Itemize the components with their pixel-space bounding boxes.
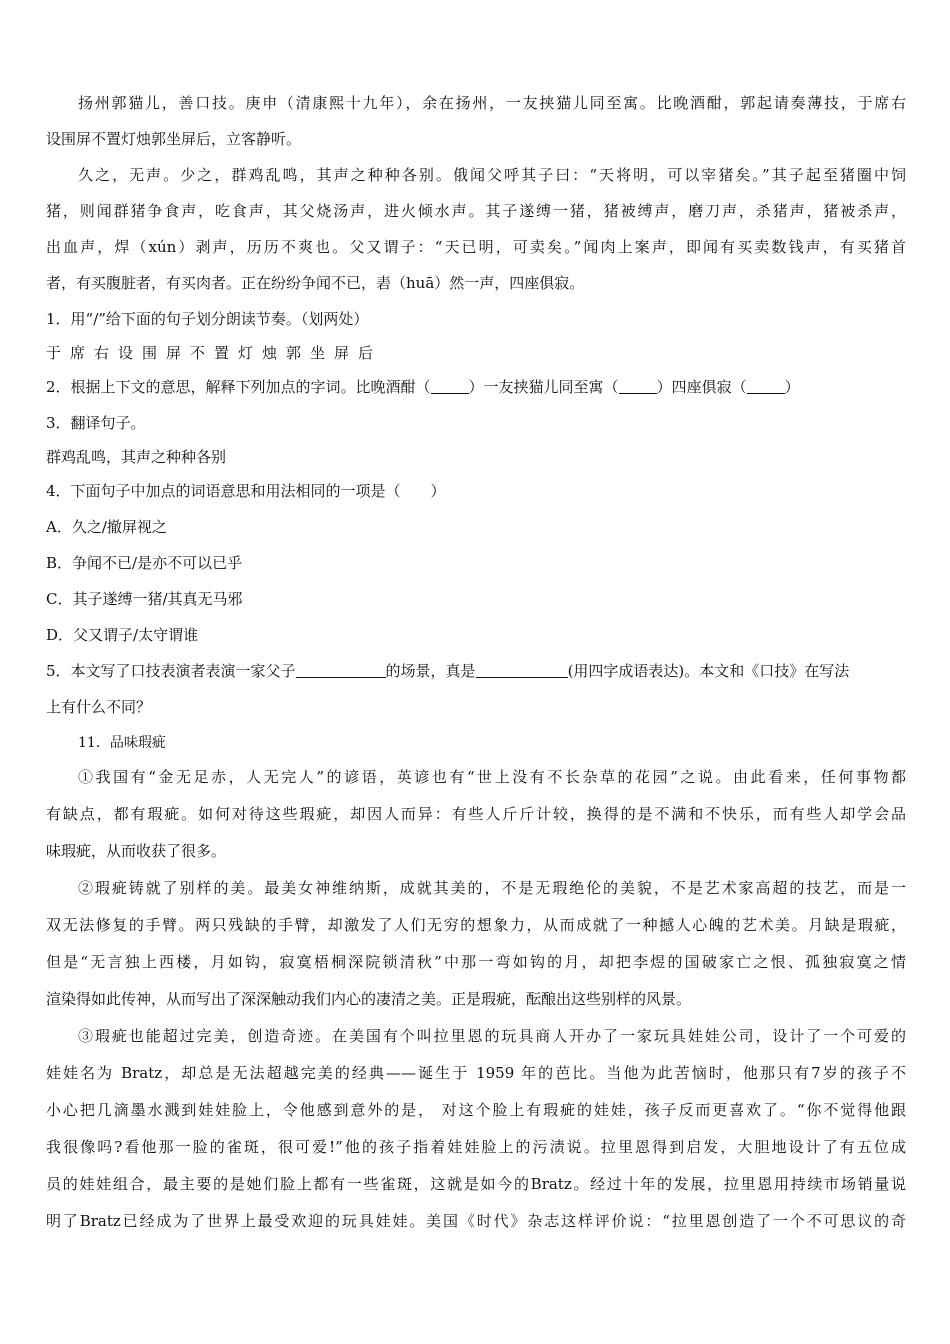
question-5-text: 的场景，真是 — [385, 662, 476, 680]
passage2-line: 味瑕疵，从而收获了很多。 — [46, 842, 227, 860]
question-1: 1．用“/”给下面的句子划分朗读节奏。（划两处） — [46, 310, 369, 328]
passage2-line: ②瑕疵铸就了别样的美。最美女神维纳斯，成就其美的，不是无瑕绝伦的美貌，不是艺术家高超的技艺，而是一 — [78, 879, 906, 897]
answer-blank[interactable] — [476, 661, 568, 678]
passage2-line: 双无法修复的手臂。两只残缺的手臂，却激发了人们无穷的想象力，从而成就了一种撼人心魄的艺术美。月缺是瑕疵， — [46, 916, 906, 934]
answer-blank[interactable] — [619, 377, 657, 394]
question-2 — [46, 376, 800, 398]
question-5-text: 5．本文写了口技表演者表演一家父子 — [46, 662, 296, 680]
question-1-sentence: 于席右设围屏不置灯烛郭坐屏后 — [46, 344, 383, 362]
passage1-line: 扬州郭猫儿，善口技。庚申（清康熙十九年），余在扬州，一友挟猫儿同至寓。比晚酒酣，郭起请奏薄技，于席右 — [78, 94, 906, 112]
passage2-line: ③瑕疵也能超过完美，创造奇迹。在美国有个叫拉里恩的玩具商人开办了一家玩具娃娃公司，设计了一个可爱的 — [78, 1027, 906, 1045]
passage2-line: 我很像吗?看他那一脸的雀斑，很可爱!”他的孩子指着娃娃脸上的污渍说。拉里恩得到启发，大胆地设计了有五位成 — [46, 1138, 906, 1156]
question-5-line2: 上有什么不同？ — [46, 698, 152, 716]
question-4-option: C．其子遂缚一猪/其真无马邪 — [46, 590, 243, 608]
question-5-text: (用四字成语表达)。本文和《口技》在写法 — [567, 662, 850, 680]
passage2-line: 小心把几滴墨水溅到娃娃脸上，令他感到意外的是， 对这个脸上有瑕疵的娃娃，孩子反而更喜欢了。“你不觉得他跟 — [46, 1101, 906, 1119]
question-2-text: ）一友挟猫儿同至寓（ — [468, 378, 619, 396]
passage2-line: 渲染得如此传神，从而写出了深深触动我们内心的凄清之美。正是瑕疵，酝酿出这些别样的风景。 — [46, 990, 692, 1008]
passage1-line: 出血声，焊（xún）剥声，历历不爽也。父又谓子：“天已明，可卖矣。”闻肉上案声，即闻有买卖数钱声，有买猪首 — [46, 238, 906, 256]
question-2-prefix: 2．根据上下文的意思，解释下列加点的字词。比晚酒酣（ — [46, 378, 431, 396]
passage1-line: 设围屏不置灯烛郭坐屏后，立客静听。 — [46, 130, 302, 148]
answer-blank[interactable] — [747, 377, 785, 394]
answer-blank[interactable] — [296, 661, 386, 678]
passage2-line: 员的娃娃组合，最主要的是她们脸上都有一些雀斑，这就是如今的Bratz。经过十年的发展，拉里恩用持续市场销量说 — [46, 1175, 906, 1193]
passage1-line: 猪，则闻群猪争食声，吃食声，其父烧汤声，进火倾水声。其子遂缚一猪，猪被缚声，磨刀声，杀猪声，猪被杀声， — [46, 202, 906, 220]
question-4-option: A．久之/撤屏视之 — [46, 518, 167, 536]
question-2-text: ）四座俱寂（ — [656, 378, 747, 396]
passage2-line: 有缺点，都有瑕疵。如何对待这些瑕疵，却因人而异：有些人斤斤计较，换得的是不满和不快乐，而有些人却学会品 — [46, 805, 906, 823]
passage2-line: 但是“无言独上西楼，月如钩，寂寞梧桐深院锁清秋”中那一弯如钩的月，却把李煜的国破家亡之恨、孤独寂寞之情 — [46, 953, 906, 971]
passage1-line: 久之，无声。少之，群鸡乱鸣，其声之种种各别。俄闻父呼其子曰：“天将明，可以宰猪矣。”其子起至猪圈中饲 — [78, 166, 906, 184]
passage2-line: ①我国有“金无足赤，人无完人”的谚语，英谚也有“世上没有不长杂草的花园”之说。由此看来，任何事物都 — [78, 768, 906, 786]
passage2-line: 明了Bratz已经成为了世界上最受欢迎的玩具娃娃。美国《时代》杂志这样评价说：“拉里恩创造了一个不可思议的奇 — [46, 1212, 906, 1230]
question-3: 3．翻译句子。 — [46, 414, 146, 432]
answer-blank[interactable] — [431, 377, 469, 394]
question-3-sentence: 群鸡乱鸣，其声之种种各别 — [46, 448, 227, 466]
question-5 — [46, 660, 849, 682]
passage2-line: 娃娃名为 Bratz，却总是无法超越完美的经典——诞生于 1959 年的芭比。当他为此苦恼时，他那只有7岁的孩子不 — [46, 1064, 906, 1082]
question-4-option: D．父又谓子/太守谓谁 — [46, 626, 199, 644]
question-2-text: ） — [784, 378, 800, 396]
question-4: 4．下面句子中加点的词语意思和用法相同的一项是（ ） — [46, 482, 446, 500]
question-4-option: B．争闻不已/是亦不可以已乎 — [46, 554, 243, 572]
passage2-title: 11．品味瑕疵 — [78, 735, 166, 751]
passage1-line: 者，有买腹脏者，有买肉者。正在纷纷争闻不已，砉（huā）然一声，四座俱寂。 — [46, 274, 585, 292]
